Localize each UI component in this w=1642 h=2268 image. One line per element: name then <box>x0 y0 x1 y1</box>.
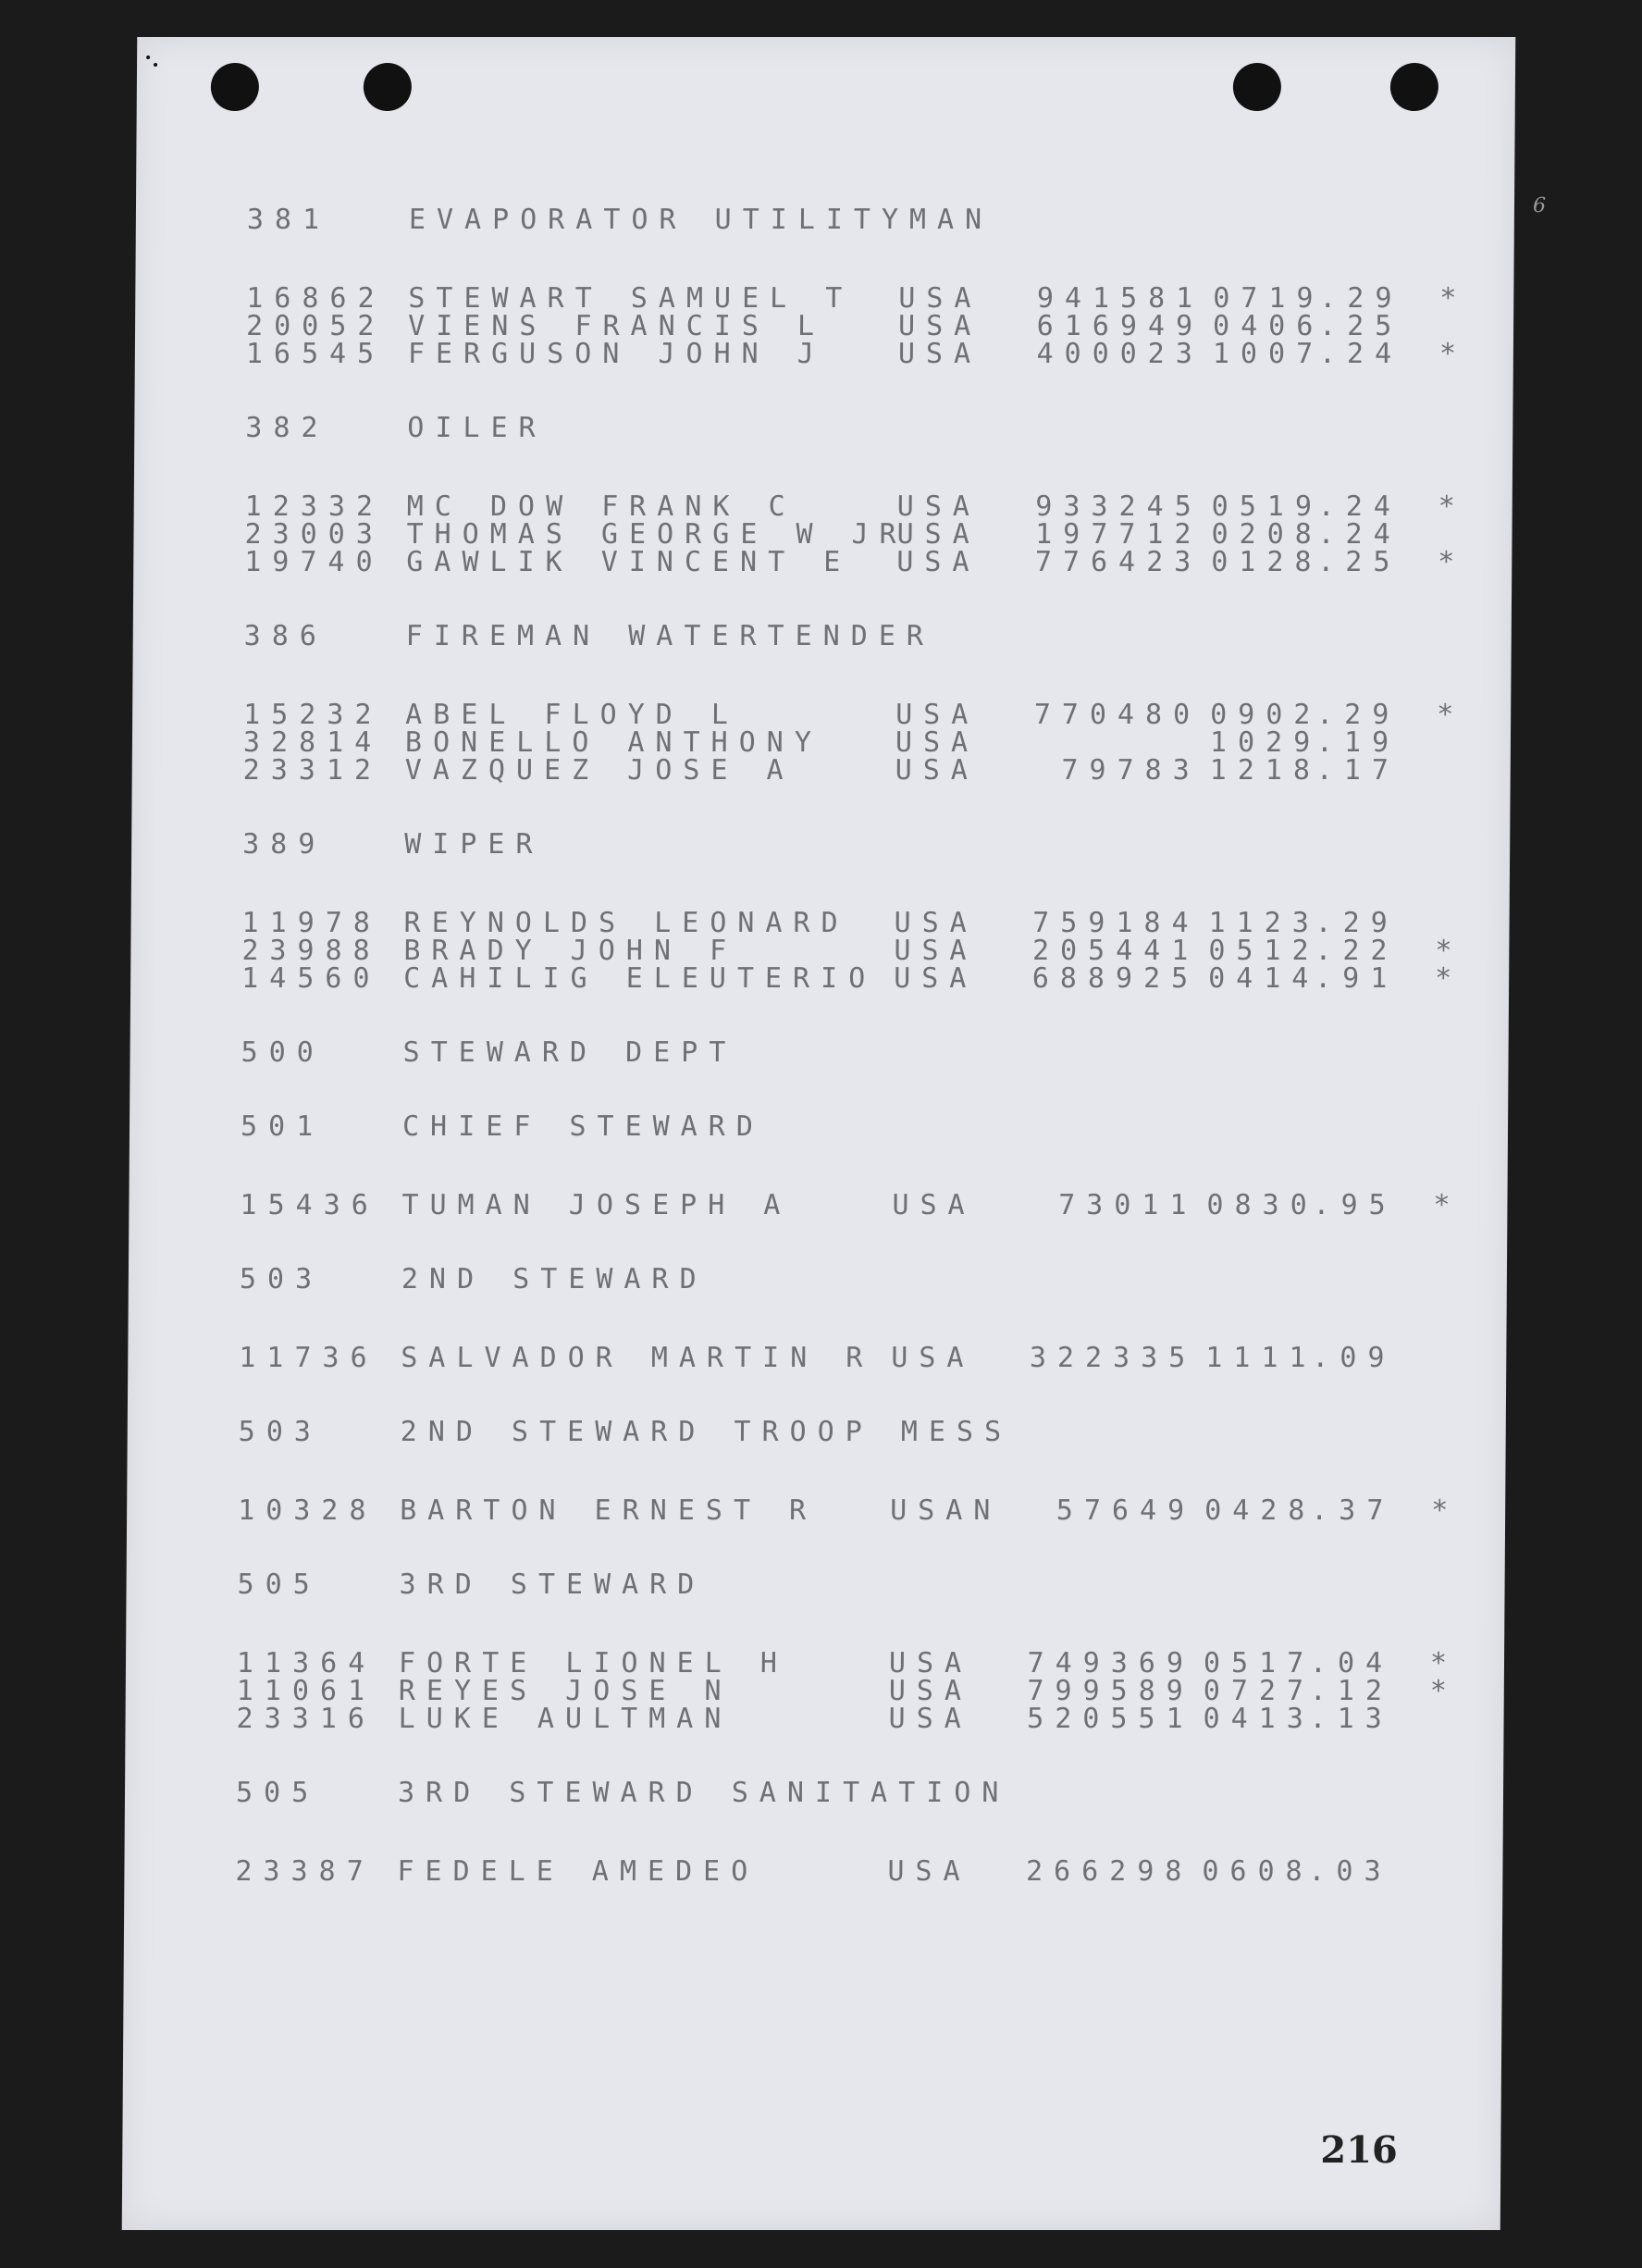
section-header <box>245 412 1522 444</box>
date-code: 0517 <box>1203 1647 1315 1679</box>
amount: .29 <box>1316 699 1401 731</box>
nationality: USA <box>888 1647 973 1679</box>
speck <box>146 56 150 59</box>
section-header <box>238 1416 1515 1448</box>
section-header <box>235 1777 1512 1809</box>
document-number: 759184 <box>1032 907 1200 939</box>
crew-name: CAHILIG ELEUTERIO <box>403 962 877 995</box>
amount: .29 <box>1319 282 1403 315</box>
asterisk-mark: * <box>1438 490 1466 523</box>
section-code: 500 <box>241 1036 325 1069</box>
nationality: USA <box>897 338 982 370</box>
crew-id: 10328 <box>238 1494 377 1527</box>
nationality: USAN <box>890 1494 1002 1527</box>
crew-row <box>244 546 1521 578</box>
crew-row <box>245 310 1523 342</box>
crew-name: TUMAN JOSEPH A <box>401 1189 792 1221</box>
document-number: 57649 <box>1056 1494 1196 1527</box>
crew-name: VIENS FRANCIS L <box>407 310 826 342</box>
asterisk-mark: * <box>1431 1494 1460 1527</box>
section-title: OILER <box>407 412 547 444</box>
date-code: 0719 <box>1213 282 1325 315</box>
punch-hole <box>1390 63 1438 111</box>
nationality: USA <box>891 1342 975 1374</box>
crew-id: 23312 <box>242 754 383 787</box>
section-title: 3RD STEWARD SANITATION <box>397 1777 1010 1809</box>
crew-row <box>236 1675 1513 1707</box>
section-title: EVAPORATOR UTILITYMAN <box>408 204 994 236</box>
document-number: 197712 <box>1035 518 1203 551</box>
section-code: 501 <box>240 1110 325 1143</box>
amount: .19 <box>1315 726 1401 759</box>
document-number: 266298 <box>1025 1855 1193 1888</box>
crew-name: MC DOW FRANK C <box>406 490 796 523</box>
date-code: 0414 <box>1208 962 1320 995</box>
date-code: 0413 <box>1203 1703 1315 1735</box>
crew-row <box>240 1189 1516 1221</box>
document-number: 322335 <box>1029 1342 1197 1374</box>
section-title: 3RD STEWARD <box>399 1568 706 1601</box>
document-number: 205441 <box>1031 935 1200 967</box>
crew-row <box>236 1647 1513 1679</box>
crew-row <box>242 754 1520 787</box>
crew-row <box>245 338 1523 370</box>
nationality: USA <box>895 754 980 787</box>
crew-id: 23988 <box>241 935 381 967</box>
section-code: 503 <box>238 1416 323 1448</box>
crew-id: 20052 <box>245 310 386 342</box>
crew-row <box>241 962 1518 995</box>
asterisk-mark: * <box>1435 935 1463 967</box>
date-code: 0428 <box>1204 1494 1316 1527</box>
nationality: USA <box>888 1703 972 1735</box>
document-number: 749369 <box>1027 1647 1195 1679</box>
crew-row <box>238 1494 1514 1527</box>
section-title: WIPER <box>404 828 544 861</box>
crew-row <box>235 1855 1512 1888</box>
crew-id: 23316 <box>236 1703 377 1735</box>
crew-name: FERGUSON JOHN J <box>407 338 825 370</box>
amount: .25 <box>1318 310 1403 342</box>
crew-id: 23003 <box>244 518 384 551</box>
crew-name: BRADY JOHN F <box>403 935 738 967</box>
crew-id: 15436 <box>240 1189 379 1221</box>
document-number: 776423 <box>1034 546 1203 578</box>
crew-id: 11736 <box>239 1342 378 1374</box>
section-header <box>246 204 1524 236</box>
date-code: 0512 <box>1208 935 1320 967</box>
section-header <box>239 1263 1516 1295</box>
asterisk-mark: * <box>1435 962 1463 995</box>
date-code: 1111 <box>1205 1342 1317 1374</box>
section-title: CHIEF STEWARD <box>401 1110 764 1143</box>
section-code: 389 <box>242 828 327 861</box>
date-code: 0830 <box>1206 1189 1318 1221</box>
crew-row <box>244 518 1521 551</box>
crew-name: FEDELE AMEDEO <box>397 1855 759 1888</box>
crew-name: VAZQUEZ JOSE A <box>404 754 795 787</box>
crew-id: 14560 <box>241 962 381 995</box>
document-page <box>122 37 1547 2230</box>
date-code: 0128 <box>1211 546 1323 578</box>
crew-name: BARTON ERNEST R <box>400 1494 818 1527</box>
section-code: 386 <box>243 620 328 652</box>
crew-id: 16862 <box>246 282 386 315</box>
punch-hole <box>1233 63 1281 111</box>
amount: .13 <box>1309 1703 1393 1735</box>
document-number: 933245 <box>1035 490 1203 523</box>
document-number: 616949 <box>1036 310 1204 342</box>
asterisk-mark: * <box>1439 282 1468 315</box>
crew-name: LUKE AULTMAN <box>398 1703 733 1735</box>
crew-row <box>243 699 1520 731</box>
amount: .91 <box>1315 962 1399 995</box>
nationality: USA <box>895 699 980 731</box>
date-code: 0406 <box>1212 310 1325 342</box>
date-code: 0208 <box>1211 518 1323 551</box>
document-number: 79783 <box>1061 754 1201 787</box>
speck <box>154 63 157 67</box>
crew-name: BONELLO ANTHONY <box>404 726 823 759</box>
amount: .04 <box>1309 1647 1394 1679</box>
date-code: 0519 <box>1211 490 1324 523</box>
asterisk-mark: * <box>1438 338 1468 370</box>
amount: .12 <box>1309 1675 1394 1707</box>
date-code: 0608 <box>1202 1855 1314 1888</box>
nationality: USA <box>896 518 981 551</box>
crew-id: 11978 <box>241 907 382 939</box>
crew-name: ABEL FLOYD L <box>405 699 740 731</box>
section-title: 2ND STEWARD <box>401 1263 708 1295</box>
date-code: 0902 <box>1210 699 1322 731</box>
nationality: USA <box>894 907 978 939</box>
section-title: 2ND STEWARD TROOP MESS <box>400 1416 1013 1448</box>
amount: .17 <box>1315 754 1401 787</box>
document-number: 400023 <box>1036 338 1204 370</box>
document-number: 73011 <box>1058 1189 1198 1221</box>
crew-row <box>241 935 1518 967</box>
date-code: 1029 <box>1209 726 1322 759</box>
crew-name: FORTE LIONEL H <box>398 1647 789 1679</box>
nationality: USA <box>888 1675 973 1707</box>
section-header <box>240 1110 1517 1143</box>
document-number: 799589 <box>1027 1675 1194 1707</box>
document-number: 520551 <box>1027 1703 1194 1735</box>
section-title: STEWARD DEPT <box>402 1036 737 1069</box>
amount: .09 <box>1312 1342 1396 1374</box>
crew-name: THOMAS GEORGE W JR <box>406 518 907 551</box>
nationality: USA <box>898 282 982 315</box>
nationality: USA <box>892 1189 976 1221</box>
section-code: 505 <box>235 1777 320 1809</box>
crew-row <box>241 907 1519 939</box>
crew-id: 11364 <box>236 1647 377 1679</box>
date-code: 1123 <box>1208 907 1320 939</box>
crew-row <box>246 282 1523 315</box>
nationality: USA <box>896 490 981 523</box>
crew-row <box>236 1703 1512 1735</box>
section-header <box>243 620 1521 652</box>
section-code: 503 <box>239 1263 324 1295</box>
document-number: 688925 <box>1031 962 1200 995</box>
amount: .29 <box>1315 907 1399 939</box>
amount: .22 <box>1315 935 1399 967</box>
document-number: 770480 <box>1033 699 1202 731</box>
section-header <box>241 1036 1518 1069</box>
asterisk-mark: * <box>1429 1675 1458 1707</box>
section-code: 505 <box>237 1568 321 1601</box>
nationality: USA <box>894 935 978 967</box>
crew-id: 19740 <box>244 546 384 578</box>
crew-row <box>239 1342 1515 1374</box>
date-code: 1007 <box>1212 338 1325 370</box>
crew-name: GAWLIK VINCENT E <box>406 546 852 578</box>
nationality: USA <box>887 1855 971 1888</box>
handwritten-corner-mark: 6 <box>1532 194 1547 217</box>
punch-hole <box>211 63 259 111</box>
crew-row <box>242 726 1520 759</box>
crew-name: REYNOLDS LEONARD <box>403 907 849 939</box>
nationality: USA <box>894 962 978 995</box>
date-code: 1218 <box>1209 754 1322 787</box>
document-number: 941581 <box>1036 282 1204 315</box>
section-title: FIREMAN WATERTENDER <box>405 620 935 652</box>
asterisk-mark: * <box>1429 1647 1459 1679</box>
amount: .24 <box>1317 518 1401 551</box>
crew-id: 15232 <box>243 699 383 731</box>
crew-name: REYES JOSE N <box>398 1675 733 1707</box>
amount: .24 <box>1318 338 1403 370</box>
crew-id: 12332 <box>244 490 385 523</box>
amount: .25 <box>1317 546 1401 578</box>
nationality: USA <box>896 546 981 578</box>
asterisk-mark: * <box>1437 699 1465 731</box>
section-code: 381 <box>246 204 331 236</box>
nationality: USA <box>897 310 982 342</box>
section-code: 382 <box>245 412 329 444</box>
crew-id: 23387 <box>235 1855 375 1888</box>
asterisk-mark: * <box>1438 546 1466 578</box>
crew-name: STEWART SAMUEL T <box>408 282 854 315</box>
punch-hole <box>364 63 412 111</box>
crew-id: 32814 <box>242 726 383 759</box>
amount: .03 <box>1308 1855 1392 1888</box>
section-header <box>242 828 1519 861</box>
page-number: 216 <box>1320 2128 1398 2172</box>
amount: .95 <box>1313 1189 1397 1221</box>
amount: .24 <box>1317 490 1402 523</box>
crew-id: 11061 <box>236 1675 377 1707</box>
crew-row <box>244 490 1522 523</box>
asterisk-mark: * <box>1433 1189 1462 1221</box>
crew-id: 16545 <box>245 338 386 370</box>
nationality: USA <box>895 726 980 759</box>
date-code: 0727 <box>1203 1675 1315 1707</box>
section-header <box>237 1568 1514 1601</box>
crew-list <box>235 204 1524 1888</box>
amount: .37 <box>1311 1494 1395 1527</box>
crew-name: SALVADOR MARTIN R <box>401 1342 874 1374</box>
